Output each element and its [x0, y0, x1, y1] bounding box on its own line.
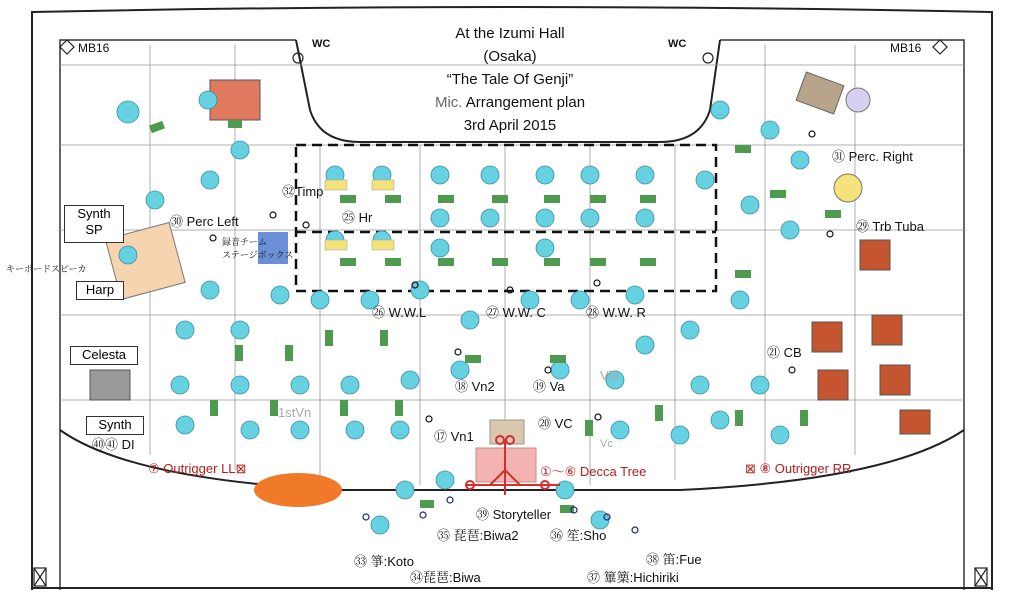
harp-box: Harp [76, 281, 124, 300]
timp-label: ㉜Timp [282, 184, 324, 199]
title-arrangement: Arrangement plan [465, 94, 586, 111]
synth-sp-box: Synth SP [64, 205, 124, 243]
wc-right-label: WC [668, 38, 687, 50]
vn1-label: ⑰ Vn1 [434, 429, 474, 444]
bass-section [812, 240, 930, 434]
sho-label: ㊱ 笙:Sho [550, 528, 607, 543]
title-line-1: At the Izumi Hall [455, 25, 565, 42]
outrigger-rr-label: ⊠ ⑧ Outrigger RR [745, 461, 852, 476]
mb-right-label: MB16 [890, 41, 922, 55]
cb-label: ㉑ CB [767, 345, 802, 360]
first-vn-faint-label: 1stVn [278, 405, 312, 420]
synth-box: Synth [86, 416, 144, 435]
title-line-5: 3rd April 2015 [463, 117, 557, 134]
biwa-label: ㉞琵琶:Biwa [410, 570, 481, 585]
celesta-box: Celesta [70, 346, 138, 365]
wwl-label: ㉖ W.W.L [372, 305, 427, 320]
wwc-label: ㉗ W.W. C [486, 305, 546, 320]
hichiriki-label: ㊲ 篳篥:Hichiriki [587, 570, 679, 585]
piano-red [210, 80, 260, 120]
outrigger-ll-zone [254, 473, 342, 507]
fue-label: ㊳ 笛:Fue [646, 552, 702, 567]
trb-tuba-label: ㉙ Trb Tuba [856, 219, 924, 234]
stage-box-label: 録音チーム ステージボックス [222, 237, 294, 260]
biwa2-label: ㉟ 琵琶:Biwa2 [437, 528, 519, 543]
vc-faint-label: Vc [600, 438, 613, 450]
horn-label: ㉕ Hr [342, 210, 373, 225]
storyteller-label: ㊴ Storyteller [476, 507, 552, 522]
perc-left-label: ㉚ Perc Left [170, 214, 239, 229]
perc-right-label: ㉛ Perc. Right [832, 149, 913, 164]
perc-table-right [796, 72, 844, 114]
title-line-2: (Osaka) [483, 48, 537, 65]
plan-title [380, 22, 640, 137]
vc-label: ⑳ VC [538, 416, 573, 431]
di-label: ㊵㊶ DI [92, 437, 135, 452]
vn2-label: ⑱ Vn2 [455, 379, 495, 394]
wwr-label: ㉘ W.W. R [586, 305, 646, 320]
decca-tree-label: ①～⑥ Decca Tree [540, 464, 647, 479]
va-label: ⑲ Va [533, 379, 565, 394]
wc-left-label: WC [312, 38, 331, 50]
keyboard-speaker-label: キーボードスピーカ [6, 264, 87, 274]
mb-left-label: MB16 [78, 41, 110, 55]
perc-drum-right [846, 88, 870, 112]
title-line-4 [380, 91, 640, 114]
outrigger-ll-label: ⑦ Outrigger LL⊠ [148, 461, 247, 476]
koto-label: ㉝ 箏:Koto [354, 554, 414, 569]
title-line-3: “The Tale Of Genji” [446, 71, 574, 88]
celesta-body [90, 370, 130, 400]
vla-faint-label: Vla [600, 368, 619, 383]
title-mic-word: Mic. [434, 94, 466, 111]
